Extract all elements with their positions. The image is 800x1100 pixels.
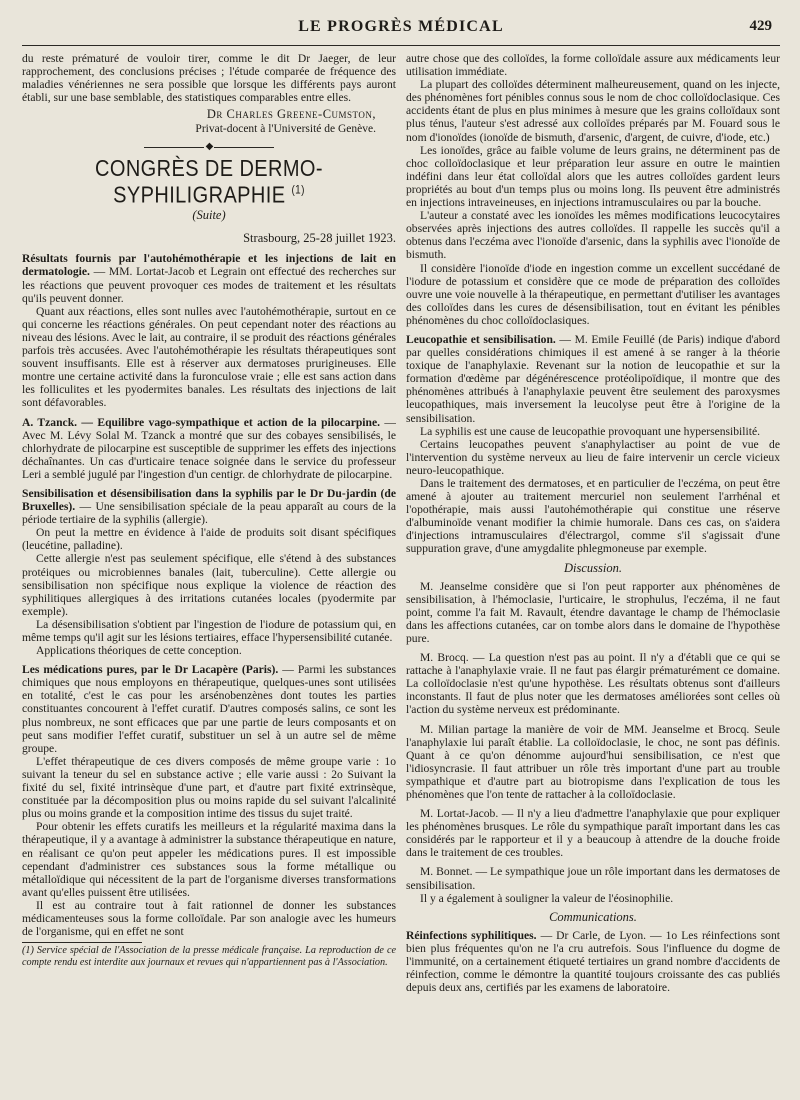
paragraph: La syphilis est une cause de leucopathie provoquant une hypersensibilité. <box>420 424 760 438</box>
section-tzanck <box>22 416 396 481</box>
paragraph: Quant aux réactions, elles sont nulles avec l'autohémothérapie, surtout en ce qui concerne les réactions générales. On peut cependant noter des réactions au niveau des lésions. Avec le lait, au contraire, il se produit des réactions générales parfois très accusées. Avec l'autohémothérapie les résultats thérapeutiques sont souvent insuffisants. Elle est à réserver aux dermatoses prurigineuses. Elle montre une certaine activité dans la furonculose vraie ; elle est sans action dans les folliculites et les pyodermites banales. Les résultats des injections de lait sont défavorables. <box>22 304 396 410</box>
section-lacapere <box>22 663 396 755</box>
paragraph: Il est au contraire tout à fait rationnel de donner les substances médicamenteuses sous la forme colloïdale. Par son analogie avec les humeurs de l'organisme, qui en effet ne sont <box>22 898 396 939</box>
discussion-milian: M. Milian partage la manière de voir de MM. Jeanselme et Brocq. Seule l'anaphylaxie lui paraît établie. La colloïdoclasie, le choc, ne sont pas définis. Quant à ce qu'on dénomme aujourd'hui sensibilisation, ce n'est que l'idiosyncrasie. Il faut attribuer un rôle très important d'une part au trouble sympathique et d'autre part au biotropisme dans l'explication de tous les phénomènes que l'on tente de rattacher à la colloïdoclasie. <box>406 722 780 801</box>
section-carle <box>406 929 780 994</box>
congress-title-text: CONGRÈS DE DERMO-SYPHILIGRAPHIE <box>95 156 323 209</box>
discussion-heading: Discussion. <box>564 560 622 575</box>
footnote: (1) Service spécial de l'Association de la presse médicale française. La reproduction de ce compte rendu est interdite aux journaux et revues qui n'appartiennent pas à l'Association. <box>22 945 396 968</box>
section-text: — M. Emile Feuillé (de Paris) indique d'abord par quelles considérations chimiques il est amené à se ranger à la théorie toxique de l'anaphylaxie. Revenant sur la notion de leucopathie et sur la formation d'œdème par dégénérescence protéolipoïdique, il montre que des phénomènes attribués à l'anaphylaxie peuvent être seulement des paroxysmes leucopathiques, mais inversement la leucolyse peut être à l'origine de la sensibilisation. <box>406 332 780 425</box>
discussion-bonnet: M. Bonnet. — Le sympathique joue un rôle important dans les dermatoses de sensibilisation. <box>406 865 780 892</box>
text-columns <box>22 52 780 1088</box>
page-number: 429 <box>749 18 772 34</box>
section-heading: Les médications pures, par le Dr Lacapère (Paris). <box>22 663 279 677</box>
section-dujardin <box>22 487 396 526</box>
section-text: — Dr Carle, de Lyon. — 1o Les réinfections sont bien plus fréquentes qu'on ne l'a cru autrefois. Sous l'influence du dogme de l'immunité, on a certainement étiqueté tertiaires un grand nombre d'accidents de réinfection, comme le démontre la quantité toujours croissante des cas publiés depuis deux ans, certifiés par les examens de laboratoire. <box>406 928 780 995</box>
paragraph: Applications théoriques de cette conception. <box>36 644 242 658</box>
signature-affiliation: Privat-docent à l'Université de Genève. <box>195 123 376 136</box>
paragraph: Certains leucopathes peuvent s'anaphylactiser au point de vue de l'intervention du système nerveux au lieu de faire intervenir un cercle vicieux neuro-leucopathique. <box>406 437 780 477</box>
paragraph: L'auteur a constaté avec les ionoïdes les mêmes modifications leucocytaires observées après injections des autres colloïdes. Il rappelle les succès qu'il a obtenus dans l'eczéma avec l'ionoïde d'arsenic, dans la syphilis avec l'ionoïde de bismuth. <box>406 209 780 262</box>
signature-name: Dr Charles Greene-Cumston, <box>206 107 376 122</box>
discussion-brocq: M. Brocq. — La question n'est pas au point. Il n'y a d'établi que ce qui se rattache à l'anaphylaxie vraie. Il ne faut pas élargir prématurément ce domaine. La colloïdoclasie n'est qu'une hypothèse. Les résultats obtenus sont d'ailleurs inconstants. Il faut de plus noter que les dermatoses améliorées sont celles où l'action du système nerveux est prédominante. <box>406 651 780 717</box>
paragraph: autre chose que des colloïdes, la forme colloïdale assure aux médicaments leur utilisation immédiate. <box>406 52 780 79</box>
journal-title: LE PROGRÈS MÉDICAL <box>298 18 504 35</box>
running-head <box>22 18 780 42</box>
communications-heading: Communications. <box>549 909 637 924</box>
paragraph: Cette allergie n'est pas seulement spécifique, elle s'étend à des substances protéiques ou microbiennes banales (lait, tuberculine). Cette allergie ou sensibilisation non spécifique nous explique la violence de réaction des syphilitiques allergiques à des irritations cutanées locales (pyodermite par exemple). <box>22 552 396 618</box>
left-column <box>22 52 396 1088</box>
discussion-jeanselme: M. Jeanselme considère que si l'on peut rapporter aux phénomènes de sensibilisation, à l'hémoclasie, l'urticaire, le strophulus, l'eczéma, il ne faut point, comme l'a fait M. Ravault, étendre davantage le champ de l'hémoclasie dans les affections cutanées, car on tombe alors dans le domaine de l'hypothèse pure. <box>406 579 780 645</box>
section-heading: Réinfections syphilitiques. <box>406 928 537 942</box>
section-heading: Résultats fournis par l'autohémothérapie et les injections de lait en dermatologie. <box>22 252 396 279</box>
footnote-marker: (1) <box>291 184 305 198</box>
section-text: — Parmi les substances chimiques que nous employons en thérapeutique, quelques-unes sont utilisées en totalité, c'est le cas pour les arsénobenzènes dont toutes les parties constituantes concourent à l'effet curatif. D'autres composés salins, ce sont les plus nombreux, ne sont efficaces que par une partie de leurs composants et on peut sans modifier l'effet curatif, substituer un sel à un autre sel de même groupe. <box>22 663 396 755</box>
section-text: — Une sensibilisation spéciale de la peau apparaît au cours de la période tertiaire de la syphilis (allergie). <box>22 500 396 527</box>
suite-label: (Suite) <box>192 208 226 223</box>
congress-title <box>22 157 396 210</box>
paragraph: La désensibilisation s'obtient par l'ingestion de l'iodure de potassium qui, en même temps qu'il agit sur les lésions tertiaires, efface l'hypersensibilité cutanée. <box>22 617 396 644</box>
footnote-rule <box>22 942 142 943</box>
discussion-lortat-jacob: M. Lortat-Jacob. — Il n'y a lieu d'admettre l'anaphylaxie que pour expliquer les phénomènes brusques. Le rôle du sympathique paraît important dans les cas considérés par le rapporteur et il y a beaucoup à attendre de la douche froide dans le traitement de ces troubles. <box>406 807 780 860</box>
right-column <box>406 52 780 1088</box>
section-heading: A. Tzanck. — Equilibre vago-sympathique et action de la pilocarpine. <box>22 415 381 429</box>
section-lortat-jacob <box>22 252 396 304</box>
paragraph: du reste prématuré de vouloir tirer, comme le dit Dr Jaeger, de leur rapprochement, des conclusions précises ; l'étude comparée de fréquence des maladies vénériennes ne sera possible que lorsque les différents pays auront établi, sur une base semblable, des statistiques comparables entre elles. <box>22 52 396 105</box>
section-feuille <box>406 333 780 425</box>
dateline: Strasbourg, 25-28 juillet 1923. <box>243 231 396 246</box>
paragraph: Pour obtenir les effets curatifs les meilleurs et la régularité maxima dans la thérapeutique, il y a avantage à administrer la substance thérapeutique en nature, en réalisant ce qu'on peut appeler les médications pures. Il est impossible cependant d'administrer ces substances sous la forme métallique ou métalloïdique qui nécessitent de la part de l'organisme diverses transformations avant qu'elles puissent être utilisées. <box>22 820 396 899</box>
paragraph: L'effet thérapeutique de ces divers composés de même groupe varie : 1o suivant la teneur du sel en substance active ; elle varie aussi : 2o Suivant la fixité du sel, fixité intrinsèque d'une part, et d'autre part fixité extrinsèque, constituée par la décomposition plus ou moins rapide du sel suivant l'alcalinité plus ou moins grande et la composition intime des tissus du sujet traité. <box>22 754 396 821</box>
paragraph: Les ionoïdes, grâce au faible volume de leurs grains, ne déterminent pas de choc colloïdoclasique et leur préparation leur assure en outre le maintien indéfini dans leur état colloïdal alors que les autres colloïdes gardent leurs propriétés au bout d'un temps plus ou moins long. Ils peuvent être administrés en injections intraveineuses, en injections intramusculaires ou par la bouche. <box>406 143 780 210</box>
paragraph: Il y a également à souligner la valeur de l'éosinophilie. <box>420 891 674 905</box>
header-rule <box>22 45 780 46</box>
paragraph: Il considère l'ionoïde d'iode en ingestion comme un excellent succédané de l'iodure de potassium et considère que ce mode de préparation des colloïdes ouvre une voie nouvelle à la thérapeutique, en permettant d'utiliser les avantages des colloïdes dans les cures de désensibilisation, tout en évitant les pénibles phénomènes du choc colloïdoclasiques. <box>406 261 780 327</box>
section-text: — MM. Lortat-Jacob et Legrain ont effectué des recherches sur les réactions que peuvent provoquer ces modes de traitement et les résultats qu'ils peuvent donner. <box>22 265 396 305</box>
section-text: — Avec M. Lévy Solal M. Tzanck a montré que sur des cobayes sensibilisés, le chlorhydrate de pilocarpine est susceptible de supprimer les effets des injections déchaînantes. Un cas d'urticaire tenace soignée dans le service du professeur Leri a semblé jugulé par l'ingestion d'un centigr. de chlorhydrate de pilocarpine. <box>22 415 396 481</box>
paragraph: Dans le traitement des dermatoses, et en particulier de l'eczéma, on peut être amené à ajouter au traitement mercuriel non seulement l'arrhénal et l'opothérapie, mais aussi l'autohémothérapie qui constitue une réserve d'albuminoïde venant modifier la chimie humorale. Dans ces cas, on s'aidera d'injections intramusculaires d'électrargol, comme s'il s'agissait d'une suppuration grave, d'une amygdalite phlegmoneuse par exemple. <box>406 477 780 556</box>
signature <box>22 107 396 137</box>
section-heading: Sensibilisation et désensibilisation dans la syphilis par le Dr Du-jardin (de Bruxelles). <box>22 486 396 514</box>
paragraph: On peut la mettre en évidence à l'aide de produits soit disant spécifiques (leucétine, palladine). <box>22 526 396 553</box>
ornamental-divider: ◆ <box>22 141 396 152</box>
paragraph: La plupart des colloïdes déterminent malheureusement, quand on les injecte, des phénomènes fort pénibles connus sous le nom de choc colloïdoclasique. Ces accidents étant de plus en plus minimes à mesure que les grains colloïdaux sont plus ténus, l'auteur s'est adressé aux colloïdes préparés par M. Fouard sous le nom d'ionoïdes (ionoïde de bismuth, d'arsenic, d'argent, de cuivre, d'iode, etc.) <box>406 78 780 144</box>
section-heading: Leucopathie et sensibilisation. <box>406 332 556 346</box>
